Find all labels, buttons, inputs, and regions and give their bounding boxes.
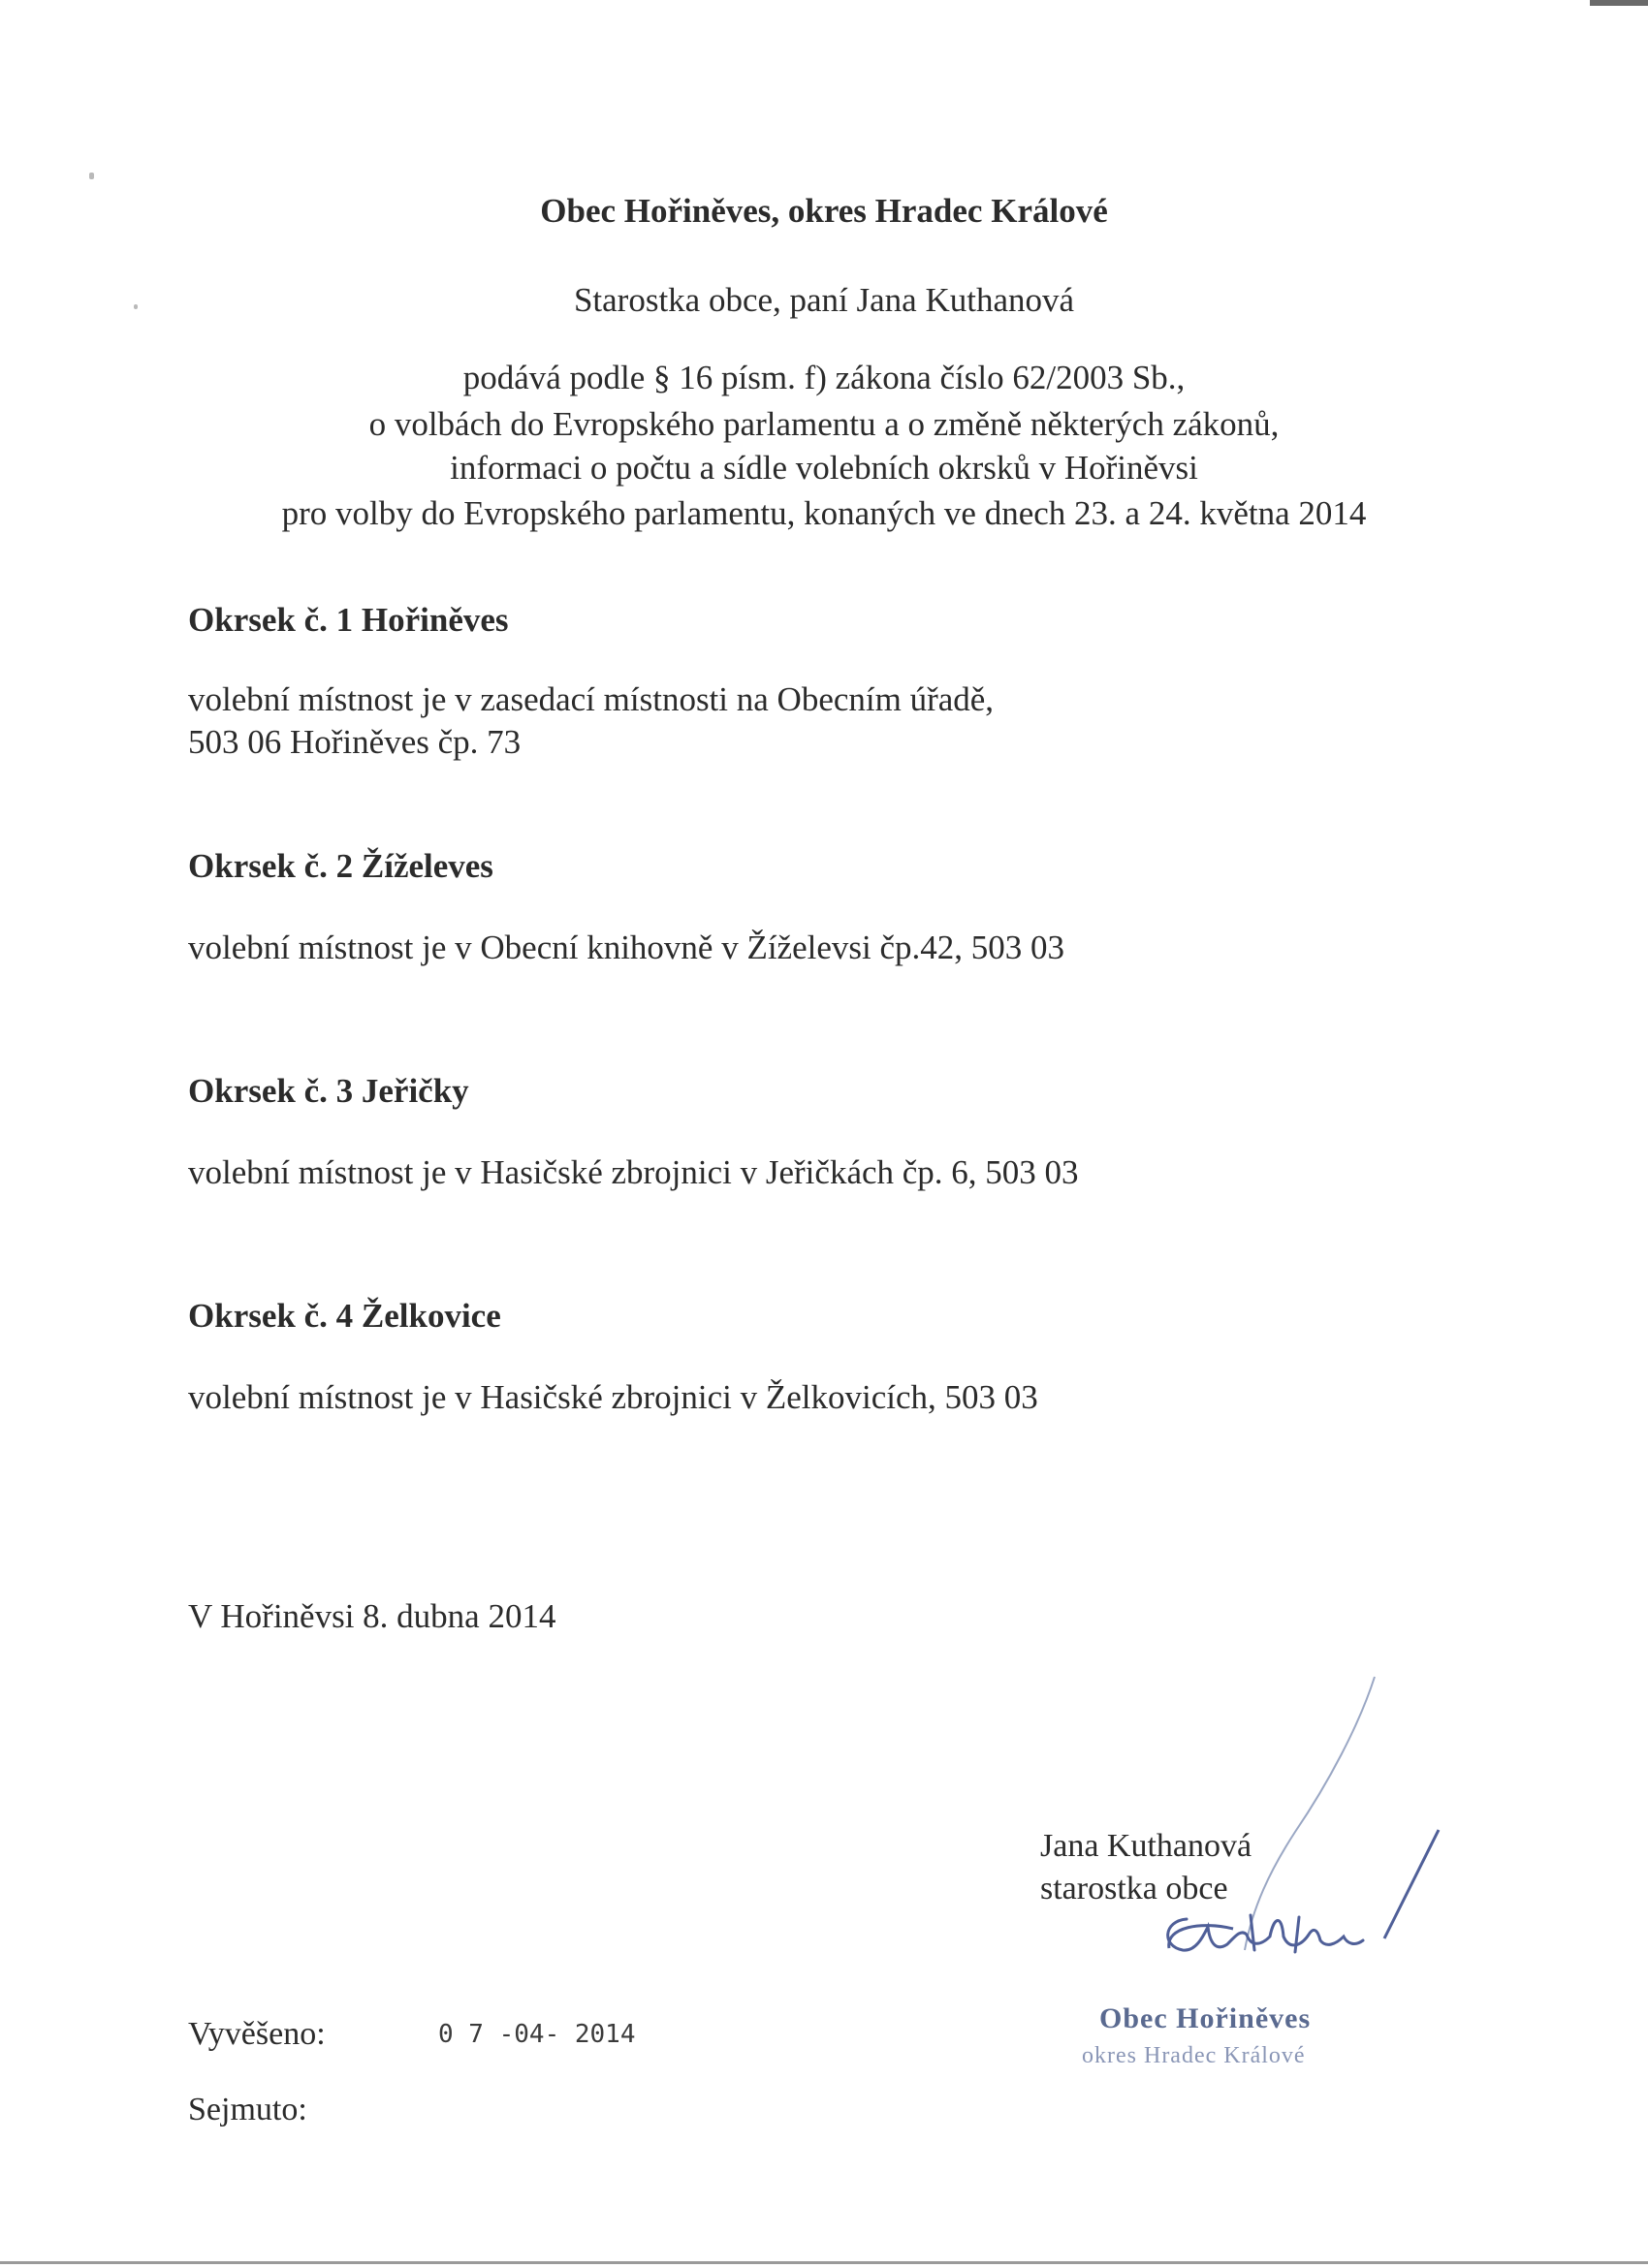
district-location: 503 06 Hořiněves čp. 73: [188, 723, 522, 761]
signatory-role: starostka obce: [1040, 1871, 1228, 1906]
scan-edge-bottom: [0, 2261, 1648, 2264]
stamp-text: Obec Hořiněves: [1099, 2002, 1312, 2034]
intro-line: pro volby do Evropského parlamentu, konaných ve dnech 23. a 24. května 2014: [281, 494, 1367, 532]
mayor-line: Starostka obce, paní Jana Kuthanová: [573, 281, 1075, 319]
intro-line: podává podle § 16 písm. f) zákona číslo 62/2003 Sb.,: [462, 359, 1186, 396]
district-location: volební místnost je v Hasičské zbrojnici v Želkovicích, 503 03: [188, 1378, 1038, 1416]
district-location: volební místnost je v zasedací místnosti na Obecním úřadě,: [188, 680, 995, 718]
stamp-subtext: okres Hradec Králové: [1082, 2043, 1306, 2068]
posted-label: Vyvěšeno:: [188, 2016, 326, 2052]
signatory-name: Jana Kuthanová: [1040, 1828, 1252, 1864]
intro-line: informaci o počtu a sídle volebních okrsků v Hořiněvsi: [450, 449, 1198, 487]
district-location: volební místnost je v Obecní knihovně v Žíželevsi čp.42, 503 03: [188, 929, 1065, 966]
document-title: Obec Hořiněves, okres Hradec Králové: [540, 192, 1108, 230]
posted-date-stamp: 0 7 -04- 2014: [438, 2020, 636, 2049]
handwritten-signature: [1154, 1907, 1377, 1975]
scan-edge-top: [1590, 0, 1648, 6]
place-date: V Hořiněvsi 8. dubna 2014: [188, 1597, 556, 1635]
removed-label: Sejmuto:: [188, 2092, 307, 2127]
intro-line: o volbách do Evropského parlamentu a o změně některých zákonů,: [368, 405, 1280, 443]
district-location: volební místnost je v Hasičské zbrojnici v Jeřičkách čp. 6, 503 03: [188, 1153, 1079, 1191]
scan-speck: [89, 173, 94, 179]
district-heading: Okrsek č. 1 Hořiněves: [188, 601, 509, 639]
district-heading: Okrsek č. 4 Želkovice: [188, 1297, 501, 1335]
district-heading: Okrsek č. 2 Žíželeves: [188, 847, 493, 885]
district-heading: Okrsek č. 3 Jeřičky: [188, 1072, 469, 1110]
